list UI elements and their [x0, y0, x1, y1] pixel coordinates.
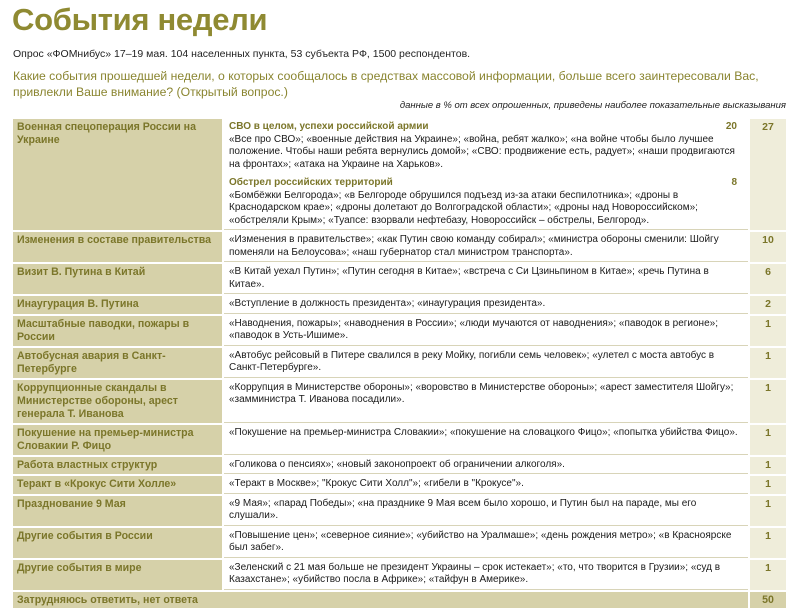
subcategory-text: «Все про СВО»; «военные действия на Украине»; «война, ребят жалко»; «на войне чтобы было лучшее положение. Чтобы наши ребята вернулись домой»; «СВО: продвижение есть, радует»; «наши продвигаются на фронтах»; «атака на Украине на Харьков». — [229, 133, 735, 170]
row-description: «Автобус рейсовый в Питере свалился в реку Мойку, погибли семь человек»; «улетел с моста автобус в Санкт-Петербурге». — [224, 348, 748, 378]
row-label: Празднование 9 Мая — [13, 496, 224, 526]
data-note: данные в % от всех опрошенных, приведены наиболее показательные высказывания — [399, 100, 786, 111]
row-description: «Теракт в Москве»; "Крокус Сити Холл"»; «гибели в "Крокусе"». — [224, 476, 748, 494]
subcategory-value: 20 — [725, 121, 737, 132]
row-label: Коррупционные скандалы в Министерстве обороны, арест генерала Т. Иванова — [13, 380, 224, 423]
row-value: 1 — [748, 496, 786, 526]
row-label: Покушение на премьер-министра Словакии Р. Фицо — [13, 425, 224, 455]
row-description: «Изменения в правительстве»; «как Путин свою команду собирал»; «министра обороны сменили: Шойгу поменяли на Белоусова»; «наш губернатор стал министром транспорта». — [224, 232, 748, 262]
total-value: 50 — [748, 592, 786, 608]
table-row — [13, 232, 786, 262]
table-row — [13, 560, 786, 590]
row-label: Военная спецоперация России на Украине — [13, 119, 224, 230]
row-description: «Вступление в должность президента»; «инаугурация президента». — [224, 296, 748, 314]
table-row — [13, 119, 786, 230]
total-label: Затрудняюсь ответить, нет ответа — [13, 592, 748, 608]
subcategory-value: 8 — [731, 177, 737, 188]
row-value: 1 — [748, 457, 786, 475]
page-title: События недели — [12, 2, 268, 37]
row-value: 1 — [748, 528, 786, 558]
table-row — [13, 528, 786, 558]
row-description: «9 Мая»; «парад Победы»; «на празднике 9 Мая всем было хорошо, и Путин был на параде, мы его слушали». — [224, 496, 748, 526]
row-label: Автобусная авария в Санкт-Петербурге — [13, 348, 224, 378]
row-label: Визит В. Путина в Китай — [13, 264, 224, 294]
row-description: «Повышение цен»; «северное сияние»; «убийство на Уралмаше»; «день рождения метро»; «в Красноярске был забег». — [224, 528, 748, 558]
row-label: Масштабные паводки, пожары в России — [13, 316, 224, 346]
survey-question: Какие события прошедшей недели, о которых сообщалось в средствах массовой информации, больше всего заинтересовали Вас, привлекли Ваше внимание? (Открытый вопрос.) — [13, 69, 759, 99]
row-value: 6 — [748, 264, 786, 294]
row-description: «Покушение на премьер-министра Словакии»; «покушение на словацкого Фицо»; «попытка убийства Фицо». — [224, 425, 748, 455]
row-value: 1 — [748, 348, 786, 378]
row-label: Изменения в составе правительства — [13, 232, 224, 262]
row-value: 1 — [748, 380, 786, 423]
row-value: 27 — [748, 119, 786, 230]
subcategory-header — [229, 177, 743, 190]
row-value: 1 — [748, 316, 786, 346]
table-row — [13, 425, 786, 455]
row-label: Другие события в мире — [13, 560, 224, 590]
subcategory-title: СВО в целом, успехи российской армии — [229, 121, 429, 132]
table-row — [13, 264, 786, 294]
row-description: «Коррупция в Министерстве обороны»; «воровство в Министерстве обороны»; «арест заместителя Шойгу»; «замминистра Т. Иванова посадили». — [224, 380, 748, 423]
table-row — [13, 316, 786, 346]
row-value: 2 — [748, 296, 786, 314]
table-row — [13, 348, 786, 378]
row-label: Инаугурация В. Путина — [13, 296, 224, 314]
total-row — [13, 592, 786, 608]
row-value: 1 — [748, 476, 786, 494]
row-description: «Голикова о пенсиях»; «новый законопроект об ограничении алкоголя». — [224, 457, 748, 475]
subcategory-title: Обстрел российских территорий — [229, 177, 393, 188]
row-value: 1 — [748, 560, 786, 590]
subcategory-text: «Бомбёжки Белгорода»; «в Белгороде обрушился подъезд из-за атаки беспилотника»; «дроны в Краснодарском крае»; «дроны долетают до Волгоградской области»; «дроны над Новороссийском»; «обстреляли Крым»; «Туапсе: взорвали нефтебазу, Новороссийск – обстрелы, Белгород». — [229, 189, 698, 226]
row-value: 10 — [748, 232, 786, 262]
table-row — [13, 457, 786, 475]
subcategory-header — [229, 121, 743, 134]
row-label: Другие события в России — [13, 528, 224, 558]
row-description: «Зеленский с 21 мая больше не президент Украины – срок истекает»; «то, что творится в Грузии»; «суд в Казахстане»; «убийство посла в Африке»; «тайфун в Америке». — [224, 560, 748, 590]
table-row — [13, 476, 786, 494]
table-row — [13, 380, 786, 423]
table-row — [13, 296, 786, 314]
row-description: «Наводнения, пожары»; «наводнения в России»; «люди мучаются от наводнения»; «паводок в регионе»; «паводок в Усть-Ишиме». — [224, 316, 748, 346]
row-description: «В Китай уехал Путин»; «Путин сегодня в Китае»; «встреча с Си Цзиньпином в Китае»; «речь Путина в Китае». — [224, 264, 748, 294]
survey-subtitle: Опрос «ФОМнибус» 17–19 мая. 104 населенных пункта, 53 субъекта РФ, 1500 респондентов. — [13, 48, 471, 60]
row-label: Работа властных структур — [13, 457, 224, 475]
row-description — [224, 119, 748, 230]
table-row — [13, 496, 786, 526]
row-value: 1 — [748, 425, 786, 455]
results-table — [13, 117, 786, 610]
row-label: Теракт в «Крокус Сити Холле» — [13, 476, 224, 494]
